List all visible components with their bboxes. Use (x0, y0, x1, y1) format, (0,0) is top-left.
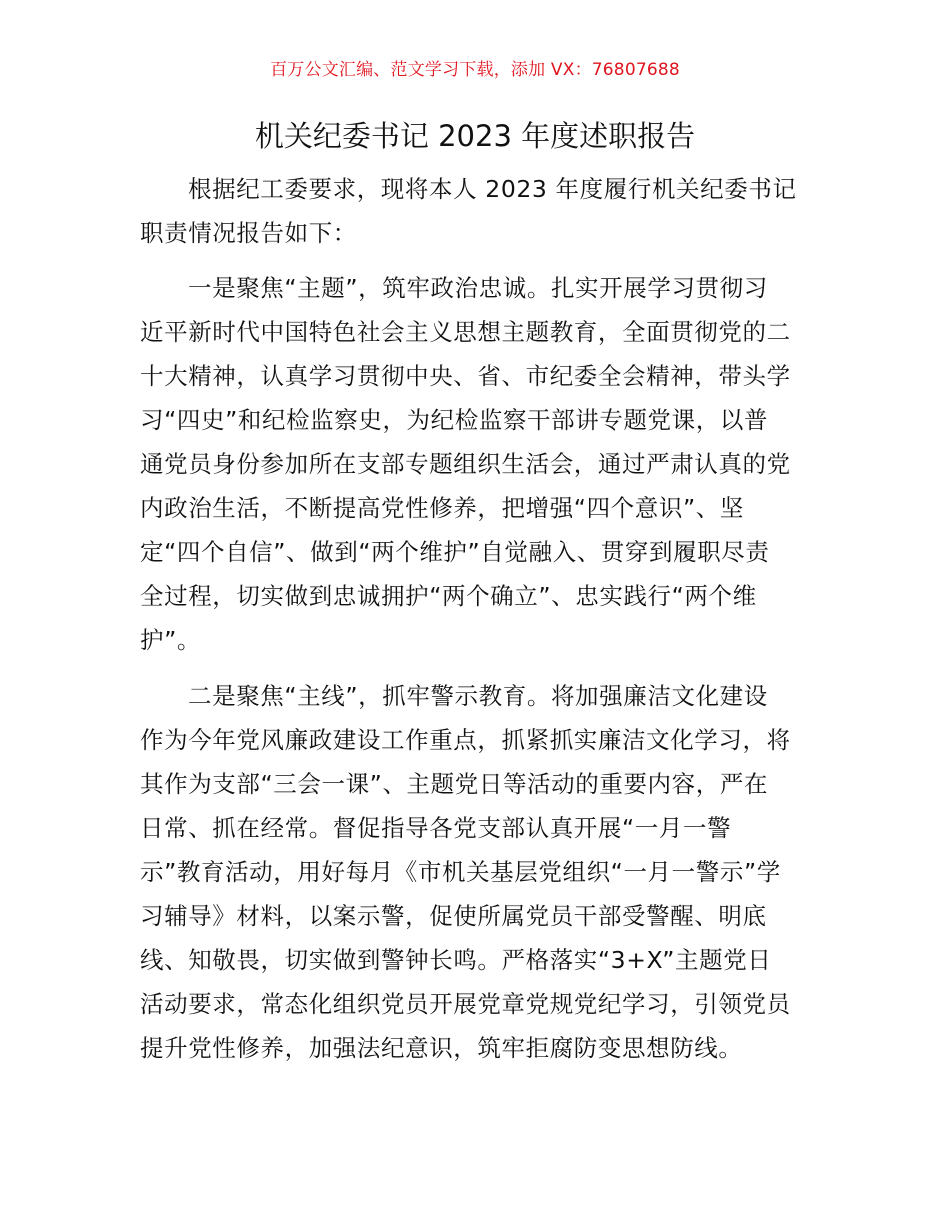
text-line: 活动要求，常态化组织党员开展党章党规党纪学习，引领党员 (140, 990, 791, 1018)
text-line: 根据纪工委要求，现将本人 2023 年度履行机关纪委书记 (188, 175, 797, 203)
text-line: 二是聚焦“主线”，抓牢警示教育。将加强廉洁文化建设 (188, 682, 768, 710)
text-line: 一是聚焦“主题”，筑牢政治忠诚。扎实开展学习贯彻习 (188, 274, 768, 302)
text-line: 作为今年党风廉政建设工作重点，抓紧抓实廉洁文化学习，将 (140, 726, 791, 754)
text-line: 其作为支部“三会一课”、主题党日等活动的重要内容，严在 (140, 770, 769, 798)
text-line: 线、知敬畏，切实做到警钟长鸣。严格落实“3+X”主题党日 (140, 946, 772, 974)
text-line: 示”教育活动，用好每月《市机关基层党组织“一月一警示”学 (140, 858, 781, 886)
text-line: 定“四个自信”、做到“两个维护”自觉融入、贯穿到履职尽责 (140, 538, 770, 566)
text-line: 十大精神，认真学习贯彻中央、省、市纪委全会精神，带头学 (140, 362, 791, 390)
text-line: 全过程，切实做到忠诚拥护“两个确立”、忠实践行“两个维 (140, 582, 757, 610)
text-line: 护”。 (140, 626, 201, 654)
text-line: 提升党性修养，加强法纪意识，筑牢拒腐防变思想防线。 (140, 1034, 743, 1062)
watermark-banner: 百万公文汇编、范文学习下载，添加 VX：76807688 (270, 60, 680, 80)
text-line: 习辅导》材料，以案示警，促使所属党员干部受警醒、明底 (140, 902, 767, 930)
text-line: 通党员身份参加所在支部专题组织生活会，通过严肃认真的党 (140, 450, 791, 478)
text-line: 内政治生活，不断提高党性修养，把增强“四个意识”、坚 (140, 494, 744, 522)
text-line: 近平新时代中国特色社会主义思想主题教育，全面贯彻党的二 (140, 318, 791, 346)
text-line: 日常、抓在经常。督促指导各党支部认真开展“一月一警 (140, 814, 732, 842)
text-line: 职责情况报告如下： (140, 219, 357, 247)
document-title: 机关纪委书记 2023 年度述职报告 (254, 119, 696, 153)
text-line: 习“四史”和纪检监察史，为纪检监察干部讲专题党课，以普 (140, 406, 769, 434)
